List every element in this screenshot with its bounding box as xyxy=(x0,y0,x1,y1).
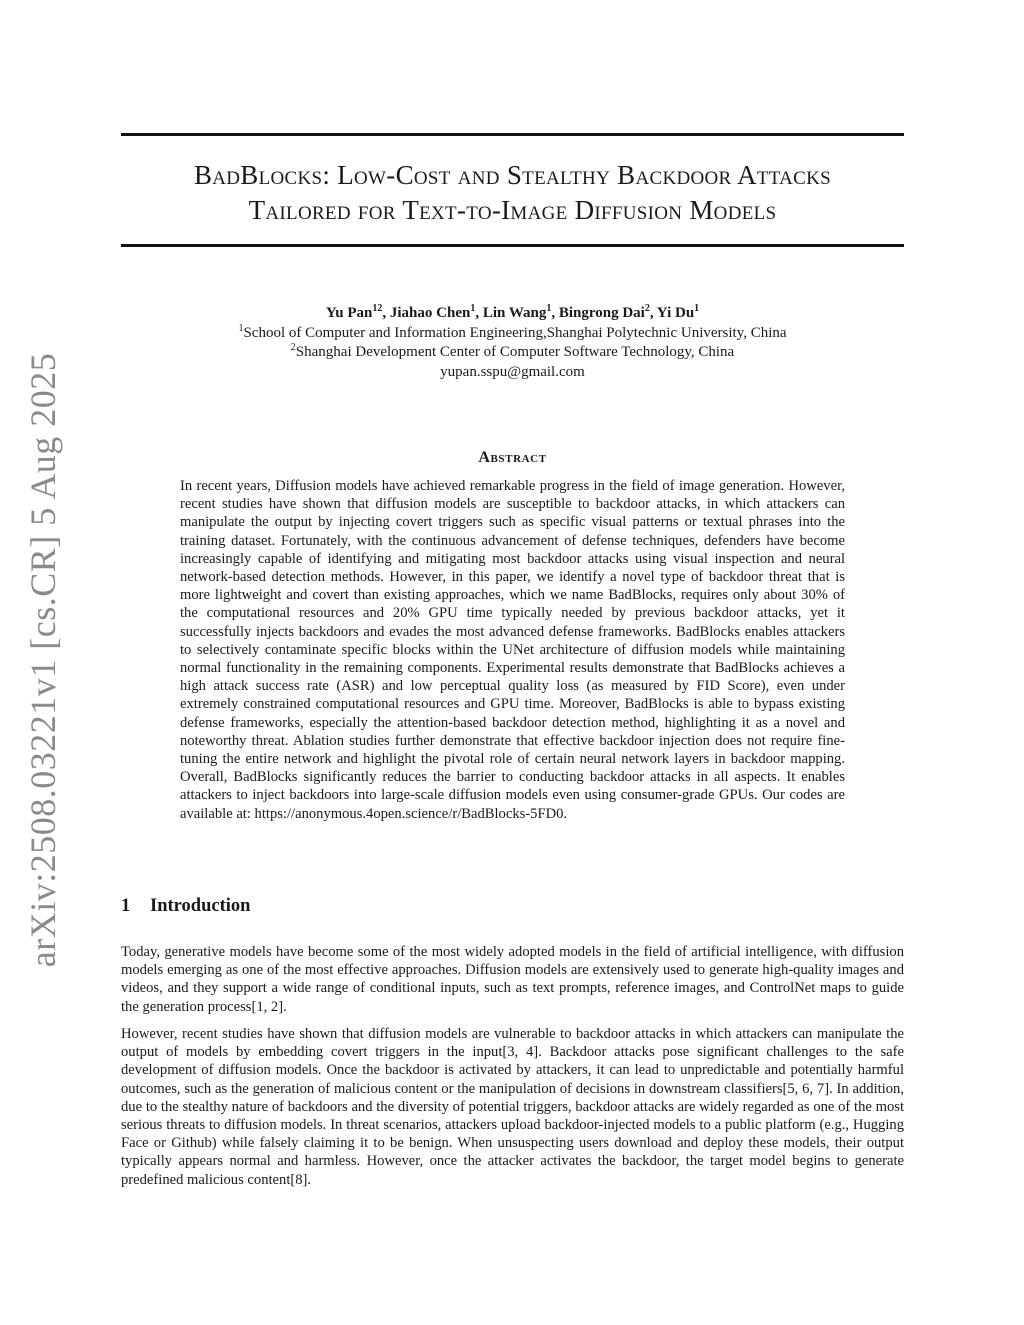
intro-paragraph-1: Today, generative models have become some of the most widely adopted models in the field of artificial intelligence, with diffusion models emerging as one of the most effective approaches. Diffusion models are extensively used to generate high-quality images and videos, and they support a wide range of conditional inputs, such as text prompts, reference images, and ControlNet maps to guide the generation process[1, 2]. xyxy=(121,944,904,1015)
author-email: yupan.sspu@gmail.com xyxy=(440,363,585,380)
section-heading xyxy=(121,896,250,917)
author-name: Yu Pan xyxy=(325,305,373,321)
title-line-1: BadBlocks: Low-Cost and Stealthy Backdoor Attacks xyxy=(193,160,832,190)
affiliation-2: $^2$Shanghai Development Center of Computer Software Technology, China xyxy=(290,342,735,360)
section-number: 1 xyxy=(121,896,131,916)
paper-title xyxy=(121,158,904,228)
author-name: Yi Du xyxy=(656,305,695,321)
affiliation-marker: 1 xyxy=(470,303,476,314)
author-name: Bingrong Dai xyxy=(558,305,645,321)
title-line-2: Tailored for Text-to-Image Diffusion Models xyxy=(248,195,777,225)
title-rule-bottom xyxy=(121,244,904,247)
intro-paragraph-2: However, recent studies have shown that diffusion models are vulnerable to backdoor attacks in which attackers can manipulate the output of models by embedding covert triggers in the input[3, 4]. Backdoor attacks pose significant challenges to the safe development of diffusion models. Once the backdoor is activated by attackers, it can lead to unpredictable and potentially harmful outcomes, such as the generation of malicious content or the manipulation of decisions in downstream classifiers[5, 6, 7]. In addition, due to the stealthy nature of backdoors and the diversity of potential triggers, backdoor attacks are widely regarded as one of the most serious threats to diffusion models. In threat scenarios, attackers upload backdoor-injected models to a public platform (e.g., Hugging Face or Github) while falsely claiming it to be benign. When unsuspecting users download and deploy these models, their output typically appears normal and harmless. However, once the attacker activates the backdoor, the target model begins to generate predefined malicious content[8]. xyxy=(121,1026,904,1188)
author-name: Lin Wang xyxy=(482,305,547,321)
title-rule-top xyxy=(121,133,904,136)
affiliation-marker: 12 xyxy=(372,303,383,314)
section-title: Introduction xyxy=(150,896,251,916)
abstract-heading: Abstract xyxy=(478,449,547,466)
affiliation-marker: 1 xyxy=(546,303,552,314)
author-block xyxy=(121,304,904,382)
affiliation-marker: 2 xyxy=(644,303,650,314)
author-names: Yu Pan$^{12}$, Jiahao Chen$^1$, Lin Wang$^1$, Bingrong Dai$^2$, Yi Du$^1$ xyxy=(325,303,700,321)
arxiv-identifier: arXiv:2508.03221v1 [cs.CR] 5 Aug 2025 xyxy=(23,352,63,968)
abstract-text: In recent years, Diffusion models have achieved remarkable progress in the field of image generation. However, recent studies have shown that diffusion models are susceptible to backdoor attacks, in which attackers can manipulate the output by injecting covert triggers such as specific visual patterns or textual phrases into the training dataset. Fortunately, with the continuous advancement of defense techniques, defenders have become increasingly capable of identifying and mitigating most backdoor attacks using visual inspection and neural network-based detection methods. However, in this paper, we identify a novel type of backdoor threat that is more lightweight and covert than existing approaches, which we name BadBlocks, requires only about 30% of the computational resources and 20% GPU time typically needed by previous backdoor attacks, yet it successfully injects backdoors and evades the most advanced defense frameworks. BadBlocks enables attackers to selectively contaminate specific blocks within the UNet architecture of diffusion models while maintaining normal functionality in the remaining components. Experimental results demonstrate that BadBlocks achieves a high attack success rate (ASR) and low perceptual quality loss (as measured by FID Score), even under extremely constrained computational resources and GPU time. Moreover, BadBlocks is able to bypass existing defense frameworks, especially the attention-based backdoor detection method, highlighting it as a novel and noteworthy threat. Ablation studies further demonstrate that effective backdoor injection does not require fine-tuning the entire network and highlight the pivotal role of certain neural network layers in backdoor mapping. Overall, BadBlocks significantly reduces the barrier to conducting backdoor attacks in all aspects. It enables attackers to inject backdoors into large-scale diffusion models even using consumer-grade GPUs. Our codes are available at: https://anonymous.4open.science/r/BadBlocks-5FD0. xyxy=(180,478,845,822)
affiliation-marker: 1 xyxy=(238,322,244,334)
affiliation-marker: 2 xyxy=(290,342,296,353)
author-name: Jiahao Chen xyxy=(389,305,471,321)
affiliation-1: $^1$School of Computer and Information Engineering,Shanghai Polytechnic University, China xyxy=(238,322,787,341)
affiliation-marker: 1 xyxy=(694,303,700,314)
